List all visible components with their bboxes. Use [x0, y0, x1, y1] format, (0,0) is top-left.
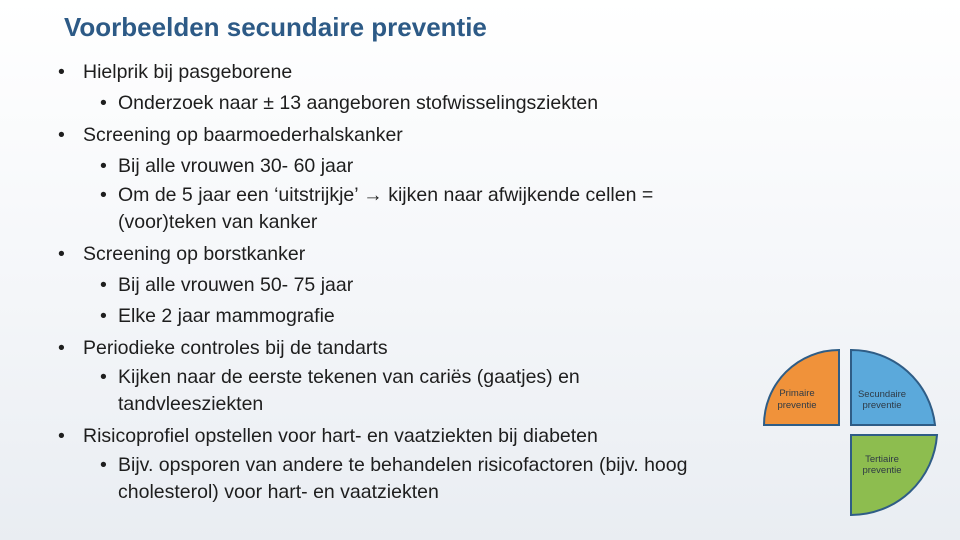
bullet-item: • Hielprik bij pasgeborene — [58, 57, 748, 88]
bullet-item: • Screening op borstkanker — [58, 239, 748, 270]
sub-bullet-item: • Elke 2 jaar mammografie — [58, 301, 748, 332]
sub-bullet-item: • Bij alle vrouwen 30- 60 jaar — [58, 151, 748, 182]
secondary-label-line2: preventie — [862, 400, 902, 411]
slide-title: Voorbeelden secundaire preventie — [64, 12, 487, 42]
tertiary-label-line1: Tertiaire — [865, 454, 899, 465]
bullet-item: • Periodieke controles bij de tandarts — [58, 333, 748, 364]
sub-bullet-item: • Kijken naar de eerste tekenen van cariës (gaatjes) en tandvleesziekten — [58, 364, 718, 418]
primary-label-line1: Primaire — [779, 388, 815, 399]
tertiary-label-line2: preventie — [862, 465, 902, 476]
secondary-label-line1: Secundaire — [857, 389, 907, 400]
bullet-item: • Risicoprofiel opstellen voor hart- en vaatziekten bij diabeten — [58, 421, 748, 452]
sub-bullet-item: • Onderzoek naar ± 13 aangeboren stofwisselingsziekten — [58, 88, 748, 119]
sub-bullet-item: • Bijv. opsporen van andere te behandelen risicofactoren (bijv. hoog cholesterol) voor hart- en vaatziekten — [58, 452, 718, 506]
primary-label-line2: preventie — [777, 400, 817, 411]
prevention-wheel-diagram — [757, 345, 942, 520]
sub-bullet-item: • Om de 5 jaar een ‘uitstrijkje’ → kijken naar afwijkende cellen = (voor)teken van kanker — [58, 182, 718, 236]
bullet-item: • Screening op baarmoederhalskanker — [58, 120, 748, 151]
sub-bullet-item: • Bij alle vrouwen 50- 75 jaar — [58, 270, 748, 301]
bullet-list — [58, 57, 748, 509]
secondary-prevention-segment — [851, 350, 935, 425]
